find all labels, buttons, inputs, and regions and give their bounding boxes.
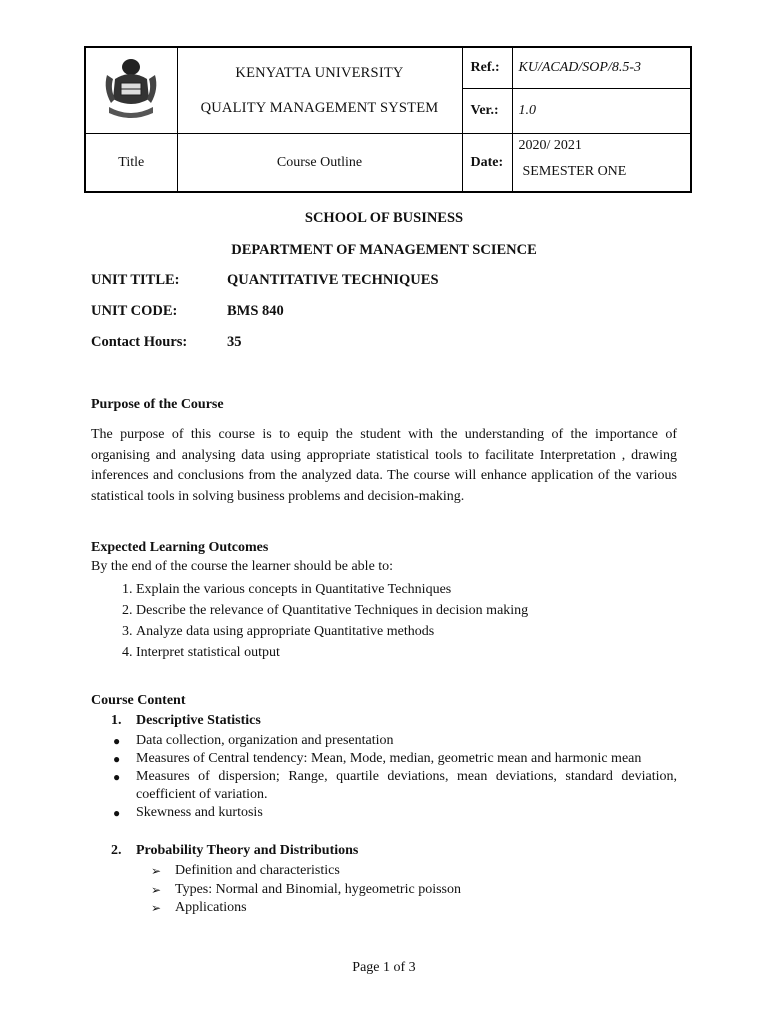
section-1-bullets	[111, 732, 677, 822]
list-item: ● Skewness and kurtosis	[113, 805, 263, 820]
section-2-subitems	[151, 862, 461, 918]
unit-title-value: QUANTITATIVE TECHNIQUES	[227, 272, 439, 288]
bullet-icon: ●	[113, 734, 121, 748]
document-header-table	[84, 46, 692, 193]
unit-code-label: UNIT CODE:	[91, 303, 178, 319]
academic-year: 2020/ 2021	[518, 138, 582, 153]
arrow-bullet-icon: ➢	[151, 901, 162, 915]
university-name: KENYATTA UNIVERSITY	[235, 64, 404, 81]
section-2-heading	[111, 843, 358, 859]
course-content-heading: Course Content	[91, 693, 186, 708]
university-cell	[177, 47, 462, 134]
outcomes-list	[91, 579, 528, 663]
arrow-bullet-icon: ➢	[151, 882, 162, 897]
page-number: Page 1 of 3	[352, 960, 416, 975]
contact-hours-value: 35	[227, 334, 242, 350]
section-number: 2.	[111, 843, 122, 858]
department-heading: DEPARTMENT OF MANAGEMENT SCIENCE	[231, 242, 537, 258]
title-value: Course Outline	[177, 134, 462, 193]
version-label: Ver.:	[462, 89, 512, 134]
version-value: 1.0	[512, 89, 691, 134]
list-item: ➢ Definition and characteristics	[151, 862, 461, 881]
bullet-icon: ●	[113, 752, 121, 766]
list-item: ● Data collection, organization and presentation	[113, 733, 394, 748]
unit-title-label: UNIT TITLE:	[91, 272, 180, 288]
date-label: Date:	[462, 134, 512, 193]
contact-hours-row	[91, 334, 242, 351]
arrow-bullet-icon: ➢	[151, 864, 162, 878]
ref-label: Ref.:	[462, 47, 512, 89]
list-item: 2. Describe the relevance of Quantitative Techniques in decision making	[136, 600, 528, 621]
section-number: 1.	[111, 713, 122, 728]
list-item: 4. Interpret statistical output	[136, 642, 528, 663]
unit-code-row	[91, 303, 284, 320]
unit-code-value: BMS 840	[227, 303, 284, 319]
list-item: 3. Analyze data using appropriate Quantitative methods	[136, 621, 528, 642]
section-1-heading	[111, 713, 261, 729]
semester: SEMESTER ONE	[522, 164, 627, 179]
section-title: Probability Theory and Distributions	[136, 843, 359, 858]
purpose-text: The purpose of this course is to equip the student with the understanding of the importance of organising and analysing data using appropriate statistical tools to facilitate Interpretation , drawing inferences and conclusions from the analyzed data. The course will enhance application of the various statistical tools in solving business problems and decision-making.	[91, 427, 677, 504]
list-item: ● Measures of Central tendency: Mean, Mode, median, geometric mean and harmonic mean	[113, 751, 642, 766]
bullet-icon: ●	[113, 806, 121, 820]
list-item: ➢ Types: Normal and Binomial, hygeometric poisson	[151, 881, 461, 900]
ref-value: KU/ACAD/SOP/8.5-3	[512, 47, 691, 89]
date-value	[512, 134, 691, 193]
university-crest-icon	[101, 53, 161, 123]
quality-system-name: QUALITY MANAGEMENT SYSTEM	[200, 99, 439, 116]
unit-title-row	[91, 272, 439, 289]
school-heading: SCHOOL OF BUSINESS	[304, 210, 464, 226]
outcomes-intro: By the end of the course the learner should be able to:	[91, 559, 394, 574]
list-item: ● Measures of dispersion; Range, quartile deviations, mean deviations, standard deviation, coefficient of variation.	[113, 769, 677, 802]
outcomes-heading: Expected Learning Outcomes	[91, 540, 269, 555]
title-label: Title	[85, 134, 177, 193]
list-item: ➢ Applications	[151, 899, 461, 918]
list-item: 1. Explain the various concepts in Quantitative Techniques	[136, 579, 528, 600]
logo-cell	[85, 47, 177, 134]
contact-hours-label: Contact Hours:	[91, 334, 188, 350]
purpose-heading: Purpose of the Course	[91, 397, 224, 412]
section-title: Descriptive Statistics	[136, 713, 261, 728]
bullet-icon: ●	[113, 770, 121, 784]
